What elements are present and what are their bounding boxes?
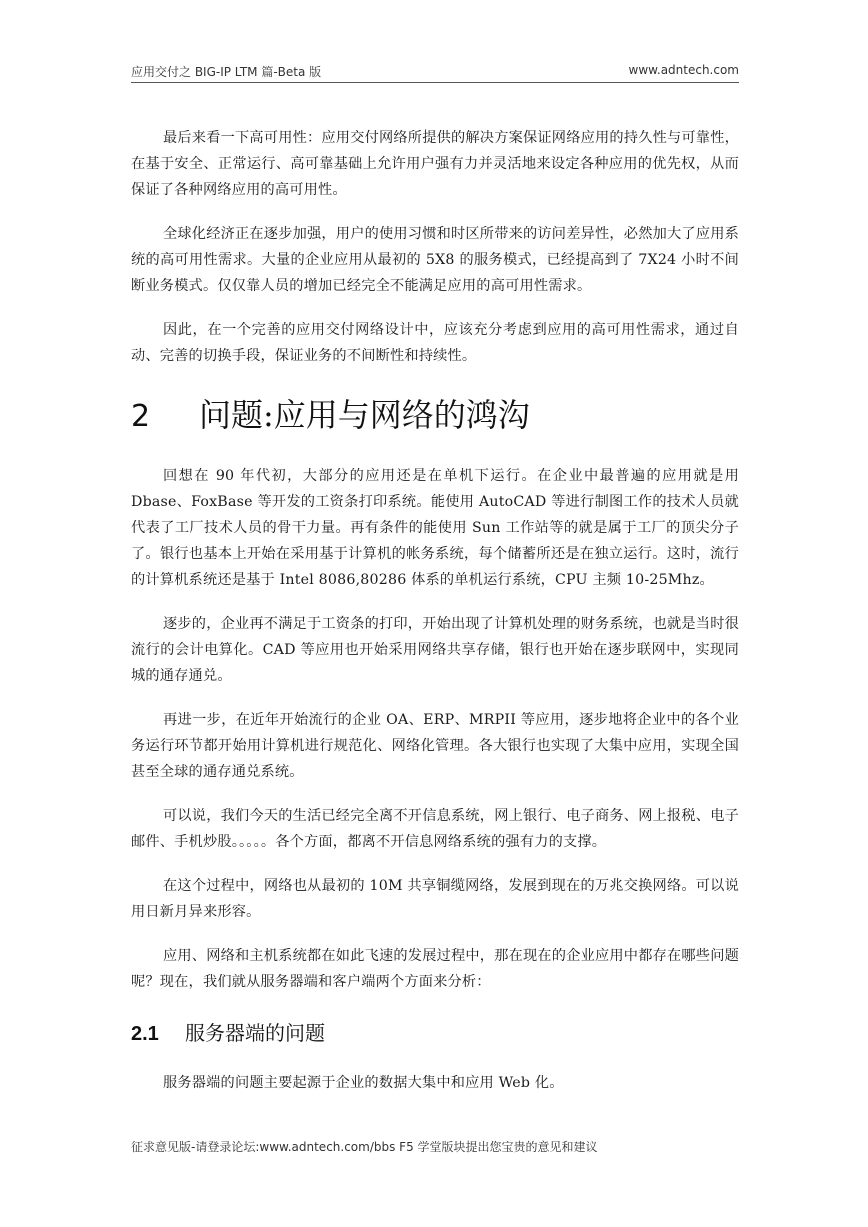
paragraph: 回想在 90 年代初，大部分的应用还是在单机下运行。在企业中最普遍的应用就是用 Dbase、FoxBase 等开发的工资条打印系统。能使用 AutoCAD 等进行制图工作的技术人员就代表了工厂技术人员的骨干力量。再有条件的能使用 Sun 工作站等的就是属于工厂的顶尖分子了。银行也基本上开始在采用基于计算机的帐务系统，每个储蓄所还是在独立运行。这时，流行的计算机系统还是基于 Intel 8086,80286 体系的单机运行系统，CPU 主频 10-25Mhz。 xyxy=(131,468,739,588)
paragraph: 最后来看一下高可用性：应用交付网络所提供的解决方案保证网络应用的持久性与可靠性，在基于安全、正常运行、高可靠基础上允许用户强有力并灵活地来设定各种应用的优先权，从而保证了各种网络应用的高可用性。 xyxy=(131,130,739,198)
header-divider xyxy=(131,82,739,83)
subsection-title: 服务器端的问题 xyxy=(185,1021,325,1045)
subsection-heading xyxy=(131,1019,739,1048)
page-footer: 征求意见版-请登录论坛:www.adntech.com/bbs F5 学堂版块提出您宝贵的意见和建议 xyxy=(131,1140,598,1154)
paragraph: 应用、网络和主机系统都在如此飞速的发展过程中，那在现在的企业应用中都存在哪些问题呢？现在，我们就从服务器端和客户端两个方面来分析： xyxy=(131,948,739,990)
subsection-number: 2.1 xyxy=(131,1023,159,1045)
section-number: 2 xyxy=(131,399,151,434)
page-header xyxy=(131,63,739,81)
paragraph: 再进一步，在近年开始流行的企业 OA、ERP、MRPII 等应用，逐步地将企业中的各个业务运行环节都开始用计算机进行规范化、网络化管理。各大银行也实现了大集中应用，实现全国甚至全球的通存通兑系统。 xyxy=(131,712,739,780)
paragraph: 全球化经济正在逐步加强，用户的使用习惯和时区所带来的访问差异性，必然加大了应用系统的高可用性需求。大量的企业应用从最初的 5X8 的服务模式，已经提高到了 7X24 小时不间断业务模式。仅仅靠人员的增加已经完全不能满足应用的高可用性需求。 xyxy=(131,226,739,294)
paragraph: 逐步的，企业再不满足于工资条的打印，开始出现了计算机处理的财务系统，也就是当时很流行的会计电算化。CAD 等应用也开始采用网络共享存储，银行也开始在逐步联网中，实现同城的通存通兑。 xyxy=(131,616,739,684)
section-title: 问题:应用与网络的鸿沟 xyxy=(199,396,530,434)
section-heading xyxy=(131,395,739,437)
page-body xyxy=(131,125,739,1096)
paragraph: 因此，在一个完善的应用交付网络设计中，应该充分考虑到应用的高可用性需求，通过自动、完善的切换手段，保证业务的不间断性和持续性。 xyxy=(131,322,739,364)
header-website: www.adntech.com xyxy=(628,63,739,77)
paragraph: 可以说，我们今天的生活已经完全离不开信息系统，网上银行、电子商务、网上报税、电子邮件、手机炒股。。。。。各个方面，都离不开信息网络系统的强有力的支撑。 xyxy=(131,808,739,850)
paragraph: 服务器端的问题主要起源于企业的数据大集中和应用 Web 化。 xyxy=(163,1075,564,1091)
header-doc-title: 应用交付之 BIG-IP LTM 篇-Beta 版 xyxy=(131,65,322,79)
paragraph: 在这个过程中，网络也从最初的 10M 共享铜缆网络，发展到现在的万兆交换网络。可以说用日新月异来形容。 xyxy=(131,878,739,920)
